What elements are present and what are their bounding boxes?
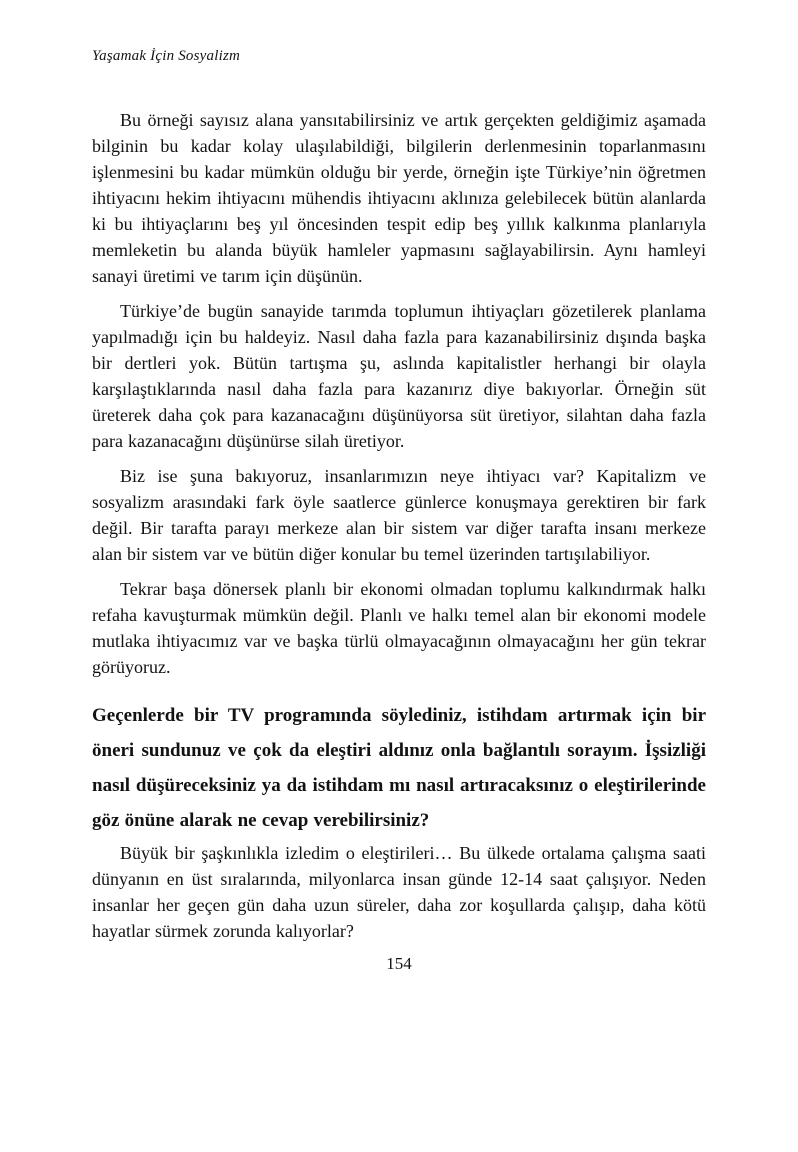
page-body — [92, 107, 706, 944]
page-number: 154 — [386, 954, 412, 973]
paragraph-4: Tekrar başa dönersek planlı bir ekonomi olmadan toplumu kalkındırmak halkı refaha kavuşturmak mümkün değil. Planlı ve halkı temel alan bir ekonomi modele mutlaka ihtiyacımız var ve başka türlü olmayacağının olmayacağını her gün tekrar görüyoruz. — [92, 579, 706, 677]
paragraph-1: Bu örneği sayısız alana yansıtabilirsiniz ve artık gerçekten geldiğimiz aşamada bilginin bu kadar kolay ulaşılabildiği, bilgilerin derlenmesinin toparlanmasını işlenmesini bu kadar mümkün olduğu bir yerde, örneğin işte Türkiye’nin öğretmen ihtiyacını hekim ihtiyacını mühendis ihtiyacını aklınıza gelebilecek bütün alanlarda ki bu ihtiyaçlarını beş yıl öncesinden tespit edip beş yıllık kalkınma planlarıyla memleketin bu alanda büyük hamleler yapmasını sağlayabilirsin. Aynı hamleyi sanayi üretimi ve tarım için düşünün. — [92, 110, 706, 286]
paragraph-2: Türkiye’de bugün sanayide tarımda toplumun ihtiyaçları gözetilerek planlama yapılmadığı için bu haldeyiz. Nasıl daha fazla para kazanabilirsiniz dışında başka bir dertleri yok. Bütün tartışma şu, aslında kapitalistler herhangi bir olayla karşılaştıklarında nasıl daha fazla para kazanırız diye bakıyorlar. Örneğin süt üreterek daha çok para kazanacağını düşünüyorsa süt üretiyor, silahtan daha fazla para kazanacağını düşünürse silah üretiyor. — [92, 301, 706, 451]
running-header: Yaşamak İçin Sosyalizm — [92, 48, 241, 64]
interview-question-paragraph: Geçenlerde bir TV programında söylediniz, istihdam artırmak için bir öneri sundunuz ve çok da eleştiri aldınız onla bağlantılı sorayım. İşsizliği nasıl düşüreceksiniz ya da istihdam mı nasıl artıracaksınız o eleştirilerinde göz önüne alarak ne cevap verebilirsiniz? — [92, 705, 706, 831]
paragraph-6: Büyük bir şaşkınlıkla izledim o eleştirileri… Bu ülkede ortalama çalışma saati dünyanın en üst sıralarında, milyonlarca insan günde 12-14 saat çalışıyor. Neden insanlar her geçen gün daha uzun süreler, daha zor koşullarda çalışıp, daha kötü hayatlar sürmek zorunda kalıyorlar? — [92, 843, 706, 941]
paragraph-3: Biz ise şuna bakıyoruz, insanlarımızın neye ihtiyacı var? Kapitalizm ve sosyalizm arasındaki fark öyle saatlerce günlerce konuşmaya gerektiren bir fark değil. Bir tarafta parayı merkeze alan bir sistem var diğer tarafta insanı merkeze alan bir sistem var ve bütün diğer konular bu temel üzerinden tartışılabiliyor. — [92, 466, 706, 564]
